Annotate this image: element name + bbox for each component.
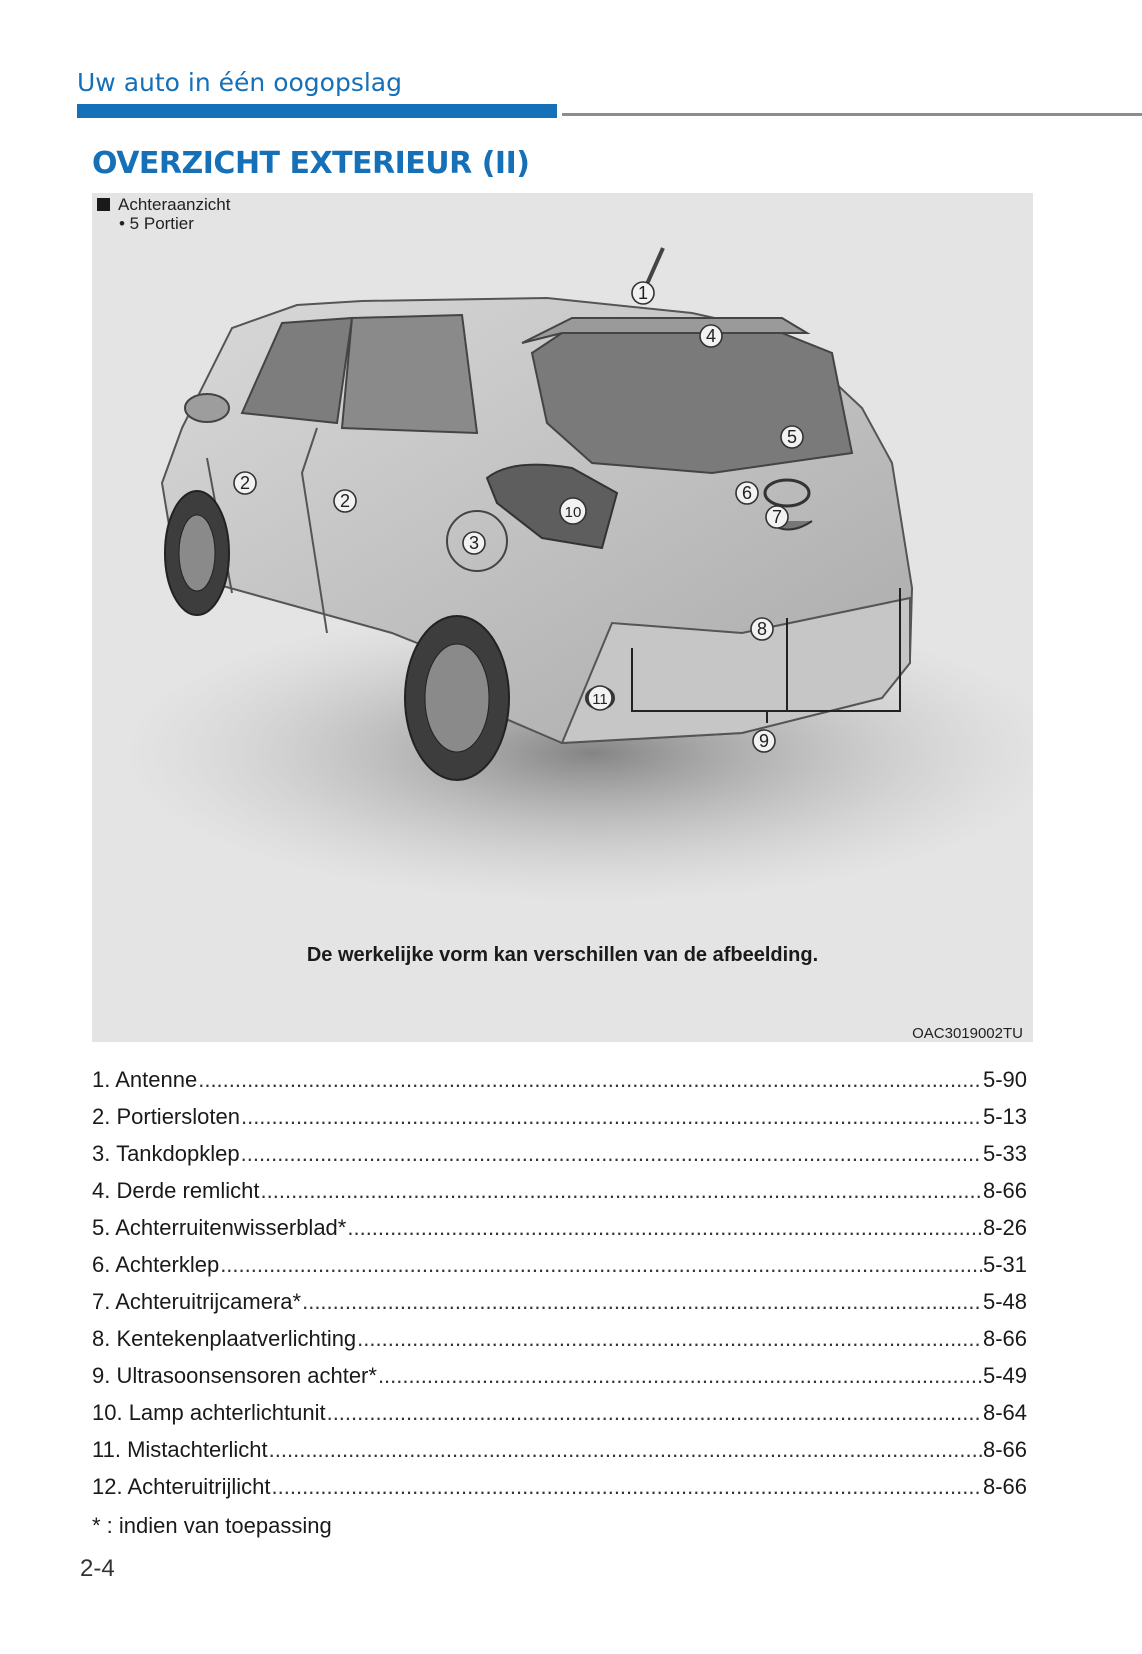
item-page: 8-66 [982,1437,1027,1462]
header-accent-bar [77,104,557,118]
list-item [92,1474,1027,1511]
callout-2a-text: 2 [239,473,251,493]
callout-2a [234,472,256,494]
callout-3-text: 3 [468,533,480,553]
list-item [92,1104,1027,1141]
leader-dots [302,1289,982,1315]
callout-8-text: 8 [756,619,768,639]
callout-11-text: 11 [592,691,608,708]
item-label: 1. Antenne [92,1067,198,1092]
callout-3 [463,532,485,554]
front-rim [179,515,215,591]
callout-9-text: 9 [758,731,770,751]
item-label: 6. Achterklep [92,1252,220,1277]
list-item [92,1363,1027,1400]
list-item [92,1326,1027,1363]
callout-1-text: 1 [637,283,649,303]
item-page: 5-33 [982,1141,1027,1166]
leader-dots [269,1437,982,1463]
leader-dots [241,1104,982,1130]
callout-4 [700,325,722,347]
callout-5-text: 5 [786,427,798,447]
callout-5 [781,426,803,448]
callout-6 [736,482,758,504]
section-title: Uw auto in één oogopslag [77,68,402,97]
page-heading: OVERZICHT EXTERIEUR (II) [92,146,530,181]
item-page: 8-66 [982,1178,1027,1203]
callout-10-text: 10 [564,504,582,521]
side-window-rear [342,315,477,433]
view-sublabel: • 5 Portier [119,214,194,233]
list-item [92,1400,1027,1437]
leader-dots [241,1141,982,1167]
callout-4-text: 4 [705,326,717,346]
callout-7 [766,506,788,528]
leader-dots [327,1400,982,1426]
component-list [92,1067,1027,1511]
callout-11 [588,686,612,710]
item-label: 8. Kentekenplaatverlichting [92,1326,357,1351]
list-item [92,1215,1027,1252]
figure-code: OAC3019002TU [912,1025,1023,1042]
footnote: * : indien van toepassing [92,1513,332,1538]
item-label: 11. Mistachterlicht [92,1437,268,1462]
item-label: 2. Portiersloten [92,1104,240,1129]
list-item [92,1289,1027,1326]
figure-disclaimer: De werkelijke vorm kan verschillen van de afbeelding. [306,944,819,966]
callout-6-text: 6 [741,483,753,503]
car-illustration [92,193,1033,1042]
side-mirror [185,394,229,422]
leader-dots [347,1215,982,1241]
item-page: 5-49 [982,1363,1027,1388]
leader-dots [357,1326,982,1352]
item-page: 5-48 [982,1289,1027,1314]
leader-dots [272,1474,982,1500]
rear-rim [425,644,489,752]
leader-dots [220,1252,982,1278]
leader-dots [198,1067,982,1093]
callout-10 [560,498,586,524]
callout-2b-text: 2 [339,491,351,511]
item-label: 5. Achterruitenwisserblad* [92,1215,347,1240]
callout-1 [632,282,654,304]
item-label: 12. Achteruitrijlicht [92,1474,271,1499]
page-number: 2-4 [80,1555,115,1582]
list-item [92,1437,1027,1474]
item-page: 8-66 [982,1474,1027,1499]
header-rule [562,113,1142,116]
item-page: 5-90 [982,1067,1027,1092]
rear-window [532,333,852,473]
item-page: 5-31 [982,1252,1027,1277]
list-item [92,1141,1027,1178]
item-label: 10. Lamp achterlichtunit [92,1400,326,1425]
list-item [92,1178,1027,1215]
view-label-text: Achteraanzicht [118,195,231,214]
list-item [92,1252,1027,1289]
item-page: 8-26 [982,1215,1027,1240]
item-page: 5-13 [982,1104,1027,1129]
item-page: 8-64 [982,1400,1027,1425]
list-item [92,1067,1027,1104]
leader-dots [261,1178,982,1204]
item-label: 7. Achteruitrijcamera* [92,1289,302,1314]
item-label: 3. Tankdopklep [92,1141,240,1166]
callout-2b [334,490,356,512]
callout-7-text: 7 [771,507,783,527]
callout-9 [753,730,775,752]
item-label: 4. Derde remlicht [92,1178,260,1203]
leader-dots [378,1363,982,1389]
car-rear-figure [92,193,1033,1042]
item-page: 8-66 [982,1326,1027,1351]
callout-8 [751,618,773,640]
item-label: 9. Ultrasoonsensoren achter* [92,1363,377,1388]
